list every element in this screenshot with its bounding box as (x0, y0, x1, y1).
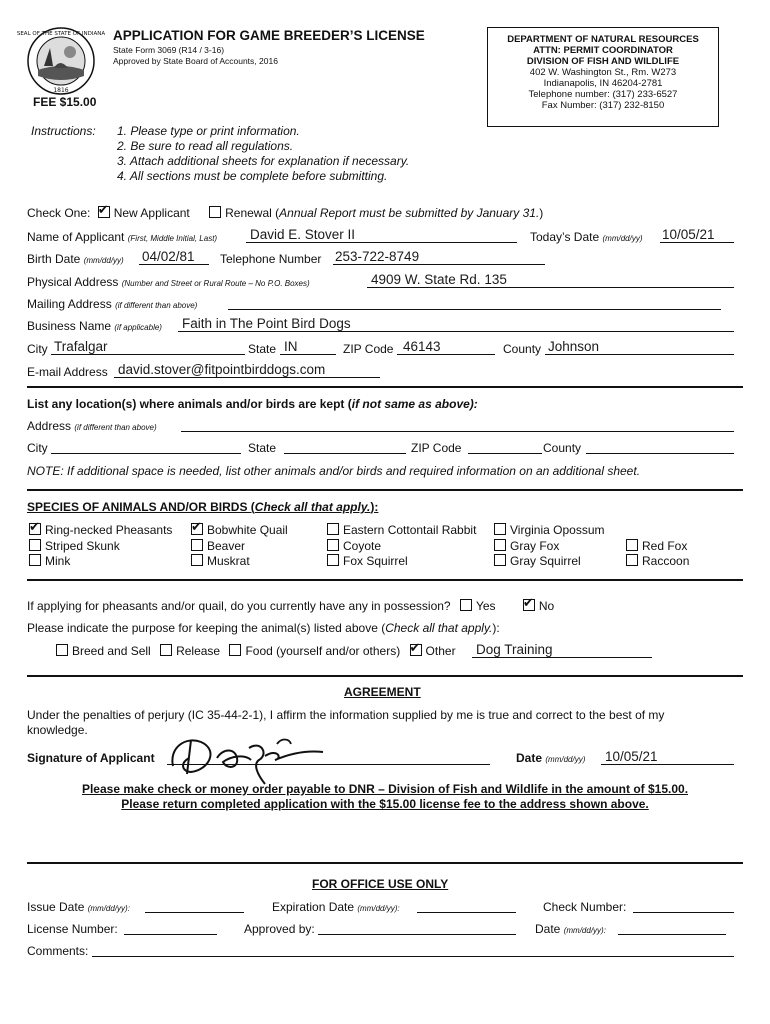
zip-label: ZIP Code (343, 342, 394, 356)
birth-date-line (139, 264, 209, 265)
office-date-line[interactable] (618, 934, 726, 935)
instruction-item: 3. Attach additional sheets for explanation if necessary. (117, 154, 410, 168)
species-gray-fox[interactable]: Gray Fox (494, 539, 559, 553)
payment-instructions-2: Please return completed application with the $15.00 license fee to the address shown above. (121, 797, 649, 811)
renewal-note: Annual Report must be submitted by January 31. (279, 206, 540, 220)
purpose-options-row (56, 644, 456, 658)
applicant-signature[interactable] (165, 730, 335, 790)
species-raccoon[interactable]: Raccoon (626, 554, 689, 568)
instructions-label: Instructions: (31, 124, 96, 138)
dnr-address-box (487, 27, 719, 127)
location-address-line[interactable] (181, 431, 734, 432)
species-gray-squirrel[interactable]: Gray Squirrel (494, 554, 581, 568)
address-line-1: DEPARTMENT OF NATURAL RESOURCES (507, 34, 699, 45)
agreement-date-line (601, 764, 734, 765)
agreement-date-label: Date (mm/dd/yy) (516, 751, 586, 765)
birth-date-field[interactable]: 04/02/81 (142, 249, 195, 264)
approved-by-label: Approved by: (244, 922, 315, 936)
renewal-close: ) (539, 206, 544, 220)
purpose-other-checkbox[interactable] (410, 644, 422, 656)
state-seal-logo (16, 26, 106, 96)
species-checkbox[interactable] (626, 539, 638, 551)
instruction-item: 2. Be sure to read all regulations. (117, 139, 294, 153)
location-city-line[interactable] (51, 453, 241, 454)
issue-date-label: Issue Date (mm/dd/yy): (27, 900, 130, 914)
species-muskrat[interactable]: Muskrat (191, 554, 250, 568)
instruction-item: 1. Please type or print information. (117, 124, 300, 138)
email-label: E-mail Address (27, 365, 108, 379)
locations-heading: List any location(s) where animals and/or birds are kept (if not same as above): (27, 397, 478, 411)
expiration-date-label: Expiration Date (mm/dd/yy): (272, 900, 400, 914)
office-heading: FOR OFFICE USE ONLY (312, 877, 449, 891)
possession-yes-label: Yes (475, 599, 496, 613)
svg-text:SEAL OF THE STATE OF INDIANA: SEAL OF THE STATE OF INDIANA (16, 31, 106, 37)
address-line-3: DIVISION OF FISH AND WILDLIFE (526, 56, 680, 67)
license-number-line[interactable] (124, 934, 217, 935)
state-line (280, 354, 336, 355)
species-fox-squirrel[interactable]: Fox Squirrel (327, 554, 408, 568)
name-field-line (246, 242, 517, 243)
birth-date-label: Birth Date (mm/dd/yy) (27, 252, 124, 266)
city-line (51, 354, 245, 355)
payment-instructions-1: Please make check or money order payable to DNR – Division of Fish and Wildlife in the amount of $15.00. (81, 782, 689, 796)
species-beaver[interactable]: Beaver (191, 539, 245, 553)
name-field[interactable]: David E. Stover II (250, 227, 356, 242)
physical-address-field[interactable]: 4909 W. State Rd. 135 (371, 272, 507, 287)
purpose-food-label: Food (yourself and/or others) (245, 644, 401, 658)
possession-question: If applying for pheasants and/or quail, do you currently have any in possession? (27, 599, 451, 613)
species-red-fox[interactable]: Red Fox (626, 539, 687, 553)
business-name-label: Business Name (if applicable) (27, 319, 162, 333)
renewal-checkbox[interactable] (209, 206, 221, 218)
comments-line[interactable] (92, 956, 734, 957)
comments-label: Comments: (27, 944, 89, 958)
possession-yes-checkbox[interactable] (460, 599, 472, 611)
location-city-label: City (27, 441, 48, 455)
purpose-breed-checkbox[interactable] (56, 644, 68, 656)
species-checkbox[interactable] (29, 554, 41, 566)
species-mink[interactable]: Mink (29, 554, 70, 568)
form-title: APPLICATION FOR GAME BREEDER’S LICENSE (113, 28, 425, 43)
telephone-field[interactable]: 253-722-8749 (335, 249, 420, 264)
species-eastern-cottontail-rabbit[interactable]: Eastern Cottontail Rabbit (327, 523, 476, 537)
agreement-text: Under the penalties of perjury (IC 35-44-2-1), I affirm the information supplied by me is true and correct to the best of my knowledge. (27, 708, 665, 737)
location-zip-line[interactable] (468, 453, 542, 454)
telephone-label: Telephone Number (220, 252, 322, 266)
check-one-label: Check One: (27, 206, 91, 220)
location-state-line[interactable] (284, 453, 406, 454)
mailing-address-label: Mailing Address (if different than above) (27, 297, 198, 311)
purpose-other-field[interactable]: Dog Training (476, 642, 553, 657)
agreement-heading: AGREEMENT (344, 685, 421, 699)
check-number-line[interactable] (633, 912, 734, 913)
section-divider (27, 675, 743, 677)
species-checkbox[interactable] (494, 523, 506, 535)
purpose-question: Please indicate the purpose for keeping the animal(s) listed above (Check all that apply.): (27, 621, 500, 635)
species-checkbox[interactable] (494, 554, 506, 566)
address-line-2: ATTN: PERMIT COORDINATOR (533, 45, 673, 56)
zip-field[interactable]: 46143 (403, 339, 441, 354)
section-divider (27, 862, 743, 864)
species-checkbox[interactable] (29, 523, 41, 535)
state-field[interactable]: IN (284, 339, 298, 354)
species-ring-necked-pheasants[interactable]: ✔Ring-necked Pheasants (29, 523, 172, 537)
city-label: City (27, 342, 48, 356)
address-line-4: 402 W. Washington St., Rm. W273 (529, 67, 677, 78)
possession-no-label: No (538, 599, 555, 613)
mailing-address-line (228, 309, 721, 310)
email-line (114, 377, 380, 378)
approved-by-line[interactable] (318, 934, 516, 935)
instruction-item: 4. All sections must be complete before submitting. (117, 169, 388, 183)
check-one-row (27, 206, 543, 220)
possession-row (27, 599, 554, 613)
svg-text:1816: 1816 (53, 87, 69, 94)
agreement-date-field[interactable]: 10/05/21 (605, 749, 658, 764)
renewal-label: Renewal ( (225, 206, 280, 220)
purpose-other-label: Other (425, 644, 456, 658)
purpose-food-checkbox[interactable] (229, 644, 241, 656)
zip-line (397, 354, 495, 355)
purpose-release-checkbox[interactable] (160, 644, 172, 656)
species-checkbox[interactable] (327, 554, 339, 566)
address-line-5: Indianapolis, IN 46204-2781 (543, 78, 663, 89)
species-checkbox[interactable] (626, 554, 638, 566)
purpose-other-line (472, 657, 652, 658)
possession-no-checkbox[interactable] (523, 599, 535, 611)
section-divider (27, 386, 743, 388)
purpose-release-label: Release (176, 644, 221, 658)
species-striped-skunk[interactable]: Striped Skunk (29, 539, 120, 553)
purpose-breed-label: Breed and Sell (72, 644, 151, 658)
name-label: Name of Applicant (First, Middle Initial, Last) (27, 230, 218, 244)
email-field[interactable]: david.stover@fitpointbirddogs.com (118, 362, 326, 377)
expiration-date-line[interactable] (417, 912, 516, 913)
address-line-6: Telephone number: (317) 233-6527 (528, 89, 678, 100)
species-heading: SPECIES OF ANIMALS AND/OR BIRDS (Check all that apply.): (27, 500, 379, 514)
section-divider (27, 579, 743, 581)
location-county-line[interactable] (586, 453, 734, 454)
species-checkbox[interactable] (494, 539, 506, 551)
business-name-field[interactable]: Faith in The Point Bird Dogs (182, 316, 351, 331)
state-label: State (248, 342, 277, 356)
location-zip-label: ZIP Code (411, 441, 462, 455)
issue-date-line[interactable] (145, 912, 244, 913)
county-line (545, 354, 734, 355)
county-label: County (503, 342, 542, 356)
new-applicant-checkbox[interactable] (98, 206, 110, 218)
location-note: NOTE: If additional space is needed, list other animals and/or birds and required information on an additional sheet. (27, 464, 641, 478)
telephone-line (333, 264, 545, 265)
species-checkbox[interactable] (327, 539, 339, 551)
office-date-label: Date (mm/dd/yy): (535, 922, 606, 936)
form-number: State Form 3069 (R14 / 3-16) (113, 45, 225, 55)
business-name-line (178, 331, 734, 332)
location-county-label: County (543, 441, 582, 455)
physical-address-line (367, 287, 734, 288)
species-checkbox[interactable] (191, 554, 203, 566)
location-address-label: Address (if different than above) (27, 419, 157, 433)
check-number-label: Check Number: (543, 900, 627, 914)
species-checkbox[interactable] (327, 523, 339, 535)
todays-date-field[interactable]: 10/05/21 (662, 227, 715, 242)
section-divider (27, 489, 743, 491)
species-bobwhite-quail[interactable]: ✔ Bobwhite Quail (191, 523, 288, 537)
species-checkbox[interactable] (29, 539, 41, 551)
location-state-label: State (248, 441, 277, 455)
city-field[interactable]: Trafalgar (54, 339, 108, 354)
physical-address-label: Physical Address (Number and Street or Rural Route – No P.O. Boxes) (27, 275, 310, 289)
species-virginia-opossum[interactable]: Virginia Opossum (494, 523, 605, 537)
form-approval: Approved by State Board of Accounts, 2016 (113, 56, 278, 66)
county-field[interactable]: Johnson (548, 339, 600, 354)
signature-label: Signature of Applicant (27, 751, 155, 765)
todays-date-label: Today’s Date (mm/dd/yy) (530, 230, 643, 244)
species-coyote[interactable]: Coyote (327, 539, 381, 553)
species-checkbox[interactable] (191, 523, 203, 535)
todays-date-line (660, 242, 734, 243)
license-number-label: License Number: (27, 922, 118, 936)
fee-label: FEE $15.00 (33, 95, 97, 109)
address-line-7: Fax Number: (317) 232-8150 (541, 100, 665, 111)
species-checkbox[interactable] (191, 539, 203, 551)
new-applicant-label: New Applicant (113, 206, 190, 220)
